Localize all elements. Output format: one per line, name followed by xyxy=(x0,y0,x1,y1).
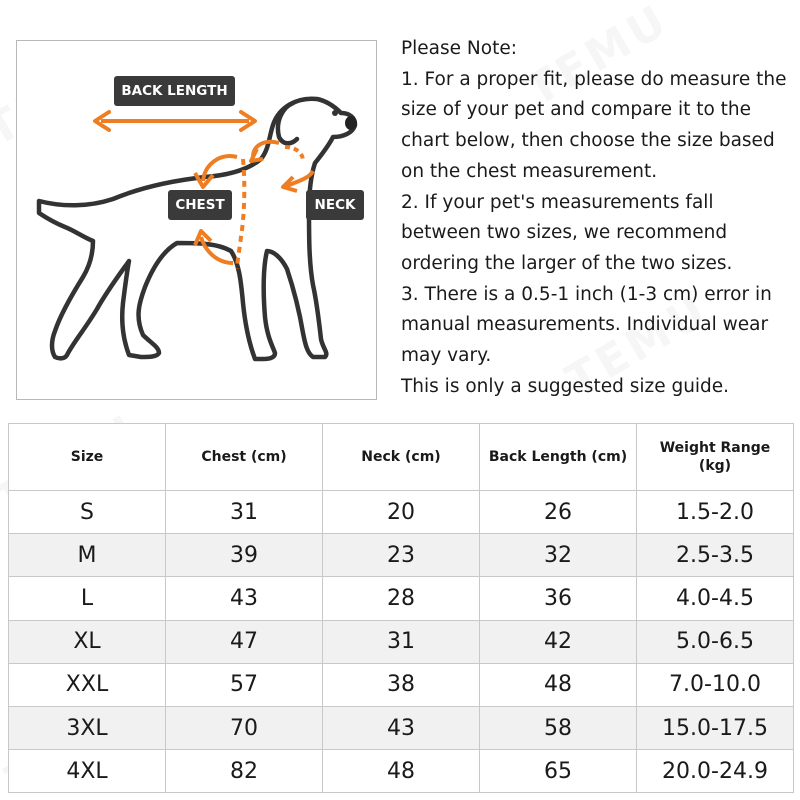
table-cell-chest: 82 xyxy=(166,750,323,793)
column-header-weight-range: Weight Range (kg) xyxy=(637,424,794,491)
table-cell-size: M xyxy=(9,534,166,577)
table-cell-neck: 20 xyxy=(323,491,480,534)
note-heading: Please Note: xyxy=(401,38,517,59)
table-cell-weight-range: 15.0-17.5 xyxy=(637,706,794,749)
table-cell-size: XL xyxy=(9,620,166,663)
table-row xyxy=(9,663,794,706)
note-item: 2. If your pet's measurements fall between two sizes, we recommend ordering the larger of the two sizes. xyxy=(401,191,733,274)
table-cell-neck: 28 xyxy=(323,577,480,620)
note-footer: This is only a suggested size guide. xyxy=(401,375,730,397)
back-length-label: BACK LENGTH xyxy=(114,76,235,106)
table-cell-weight-range: 7.0-10.0 xyxy=(637,663,794,706)
table-cell-size: L xyxy=(9,577,166,620)
table-cell-back-length: 42 xyxy=(480,620,637,663)
table-cell-chest: 39 xyxy=(166,534,323,577)
table-cell-chest: 70 xyxy=(166,706,323,749)
chest-loop-dashed xyxy=(237,159,244,269)
table-cell-neck: 23 xyxy=(323,534,480,577)
table-cell-chest: 43 xyxy=(166,577,323,620)
table-cell-weight-range: 5.0-6.5 xyxy=(637,620,794,663)
column-header-neck: Neck (cm) xyxy=(323,424,480,491)
size-note xyxy=(401,34,793,402)
dog-nose xyxy=(345,116,357,130)
dog-outline xyxy=(39,99,355,359)
table-cell-size: 4XL xyxy=(9,750,166,793)
note-item: 1. For a proper fit, please do measure the size of your pet and compare it to the chart below, then choose the size based on the chest measurement. xyxy=(401,68,787,182)
table-cell-neck: 48 xyxy=(323,750,480,793)
table-row xyxy=(9,620,794,663)
table-cell-neck: 31 xyxy=(323,620,480,663)
table-row xyxy=(9,577,794,620)
table-row xyxy=(9,706,794,749)
table-cell-back-length: 48 xyxy=(480,663,637,706)
table-cell-back-length: 58 xyxy=(480,706,637,749)
table-cell-back-length: 65 xyxy=(480,750,637,793)
table-row xyxy=(9,491,794,534)
table-cell-weight-range: 20.0-24.9 xyxy=(637,750,794,793)
table-cell-neck: 43 xyxy=(323,706,480,749)
neck-label: NECK xyxy=(306,190,364,220)
table-cell-back-length: 32 xyxy=(480,534,637,577)
table-cell-size: XXL xyxy=(9,663,166,706)
table-cell-chest: 57 xyxy=(166,663,323,706)
note-item: 3. There is a 0.5-1 inch (1-3 cm) error in manual measurements. Individual wear may vary. xyxy=(401,283,772,367)
column-header-chest: Chest (cm) xyxy=(166,424,323,491)
table-header-row xyxy=(9,424,794,491)
table-cell-size: S xyxy=(9,491,166,534)
size-chart-table xyxy=(8,423,794,793)
neck-loop-dashed xyxy=(285,147,303,161)
chest-label: CHEST xyxy=(168,190,232,220)
table-cell-back-length: 36 xyxy=(480,577,637,620)
table-cell-size: 3XL xyxy=(9,706,166,749)
dog-measurement-figure xyxy=(16,40,377,400)
column-header-back-length: Back Length (cm) xyxy=(480,424,637,491)
table-cell-weight-range: 2.5-3.5 xyxy=(637,534,794,577)
table-row xyxy=(9,534,794,577)
column-header-size: Size xyxy=(9,424,166,491)
table-cell-neck: 38 xyxy=(323,663,480,706)
table-cell-weight-range: 1.5-2.0 xyxy=(637,491,794,534)
table-row xyxy=(9,750,794,793)
table-cell-weight-range: 4.0-4.5 xyxy=(637,577,794,620)
table-cell-chest: 31 xyxy=(166,491,323,534)
table-cell-chest: 47 xyxy=(166,620,323,663)
dog-eye xyxy=(332,110,338,116)
table-cell-back-length: 26 xyxy=(480,491,637,534)
